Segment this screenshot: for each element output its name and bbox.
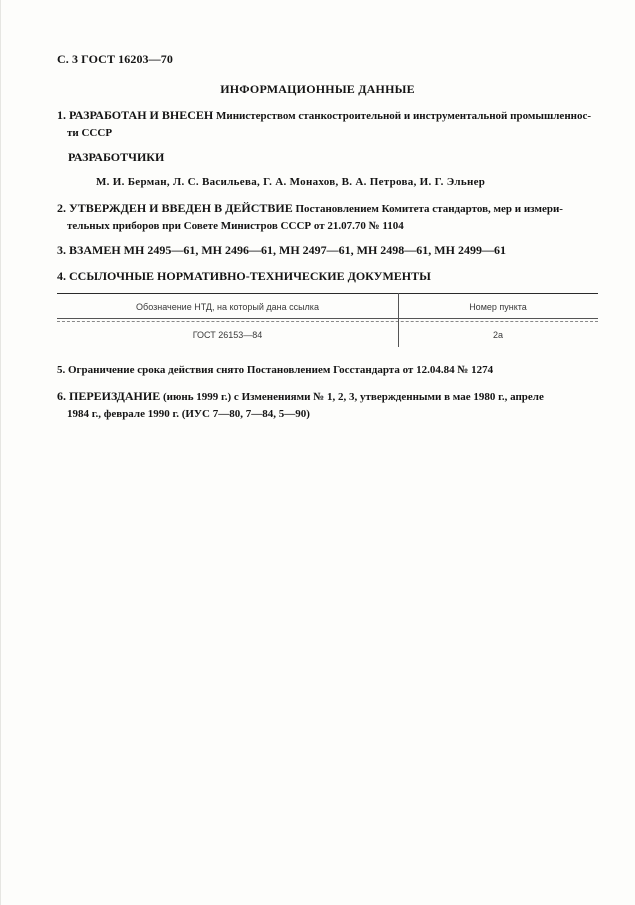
item-4-lead: 4. ССЫЛОЧНЫЕ НОРМАТИВНО-ТЕХНИЧЕСКИЕ ДОКУМЕНТЫ	[57, 269, 431, 283]
table-cell-doc: ГОСТ 26153—84	[192, 330, 263, 340]
item-6-lead: 6. ПЕРЕИЗДАНИЕ	[57, 389, 161, 403]
item-3-lead: 3. ВЗАМЕН МН 2495—61, МН 2496—61, МН 2497—61, МН 2498—61, МН 2499—61	[57, 243, 506, 257]
table-header-clause: Номер пункта	[469, 302, 527, 312]
item-2-body-cont: тельных приборов при Совете Министров СССР от 21.07.70 № 1104	[67, 220, 404, 232]
table-header-rule-2	[57, 321, 598, 322]
item-6-body-cont: 1984 г., феврале 1990 г. (ИУС 7—80, 7—84, 5—90)	[67, 408, 310, 420]
item-2-body: Постановлением Комитета стандартов, мер и измери-	[295, 203, 563, 215]
item-1	[57, 107, 597, 142]
item-2	[57, 200, 597, 235]
table-cell-clause: 2а	[492, 330, 503, 340]
developers-heading: РАЗРАБОТЧИКИ	[68, 150, 165, 164]
table-top-rule	[57, 293, 598, 294]
item-1-body-cont: ти СССР	[67, 127, 113, 139]
section-title: ИНФОРМАЦИОННЫЕ ДАННЫЕ	[220, 82, 415, 96]
table-header-rule	[57, 318, 598, 319]
reference-table	[57, 293, 598, 347]
item-4	[57, 268, 597, 286]
item-1-body: Министерством станкостроительной и инструментальной промышленнос-	[215, 110, 592, 122]
page-header: С. 3 ГОСТ 16203—70	[57, 52, 173, 66]
item-2-lead: 2. УТВЕРЖДЕН И ВВЕДЕН В ДЕЙСТВИЕ	[57, 201, 293, 215]
item-5-text: 5. Ограничение срока действия снято Постановлением Госстандарта от 12.04.84 № 1274	[57, 364, 494, 376]
item-1-lead: 1. РАЗРАБОТАН И ВНЕСЕН	[57, 108, 214, 122]
item-6	[57, 388, 597, 423]
developers-names: М. И. Берман, Л. С. Васильева, Г. А. Монахов, В. А. Петрова, И. Г. Эльнер	[96, 176, 486, 188]
item-5	[57, 362, 597, 379]
item-3	[57, 242, 597, 260]
table-header-doc: Обозначение НТД, на который дана ссылка	[136, 302, 319, 312]
item-6-body: (июнь 1999 г.) с Изменениями № 1, 2, 3, утвержденными в мае 1980 г., апреле	[162, 391, 544, 403]
